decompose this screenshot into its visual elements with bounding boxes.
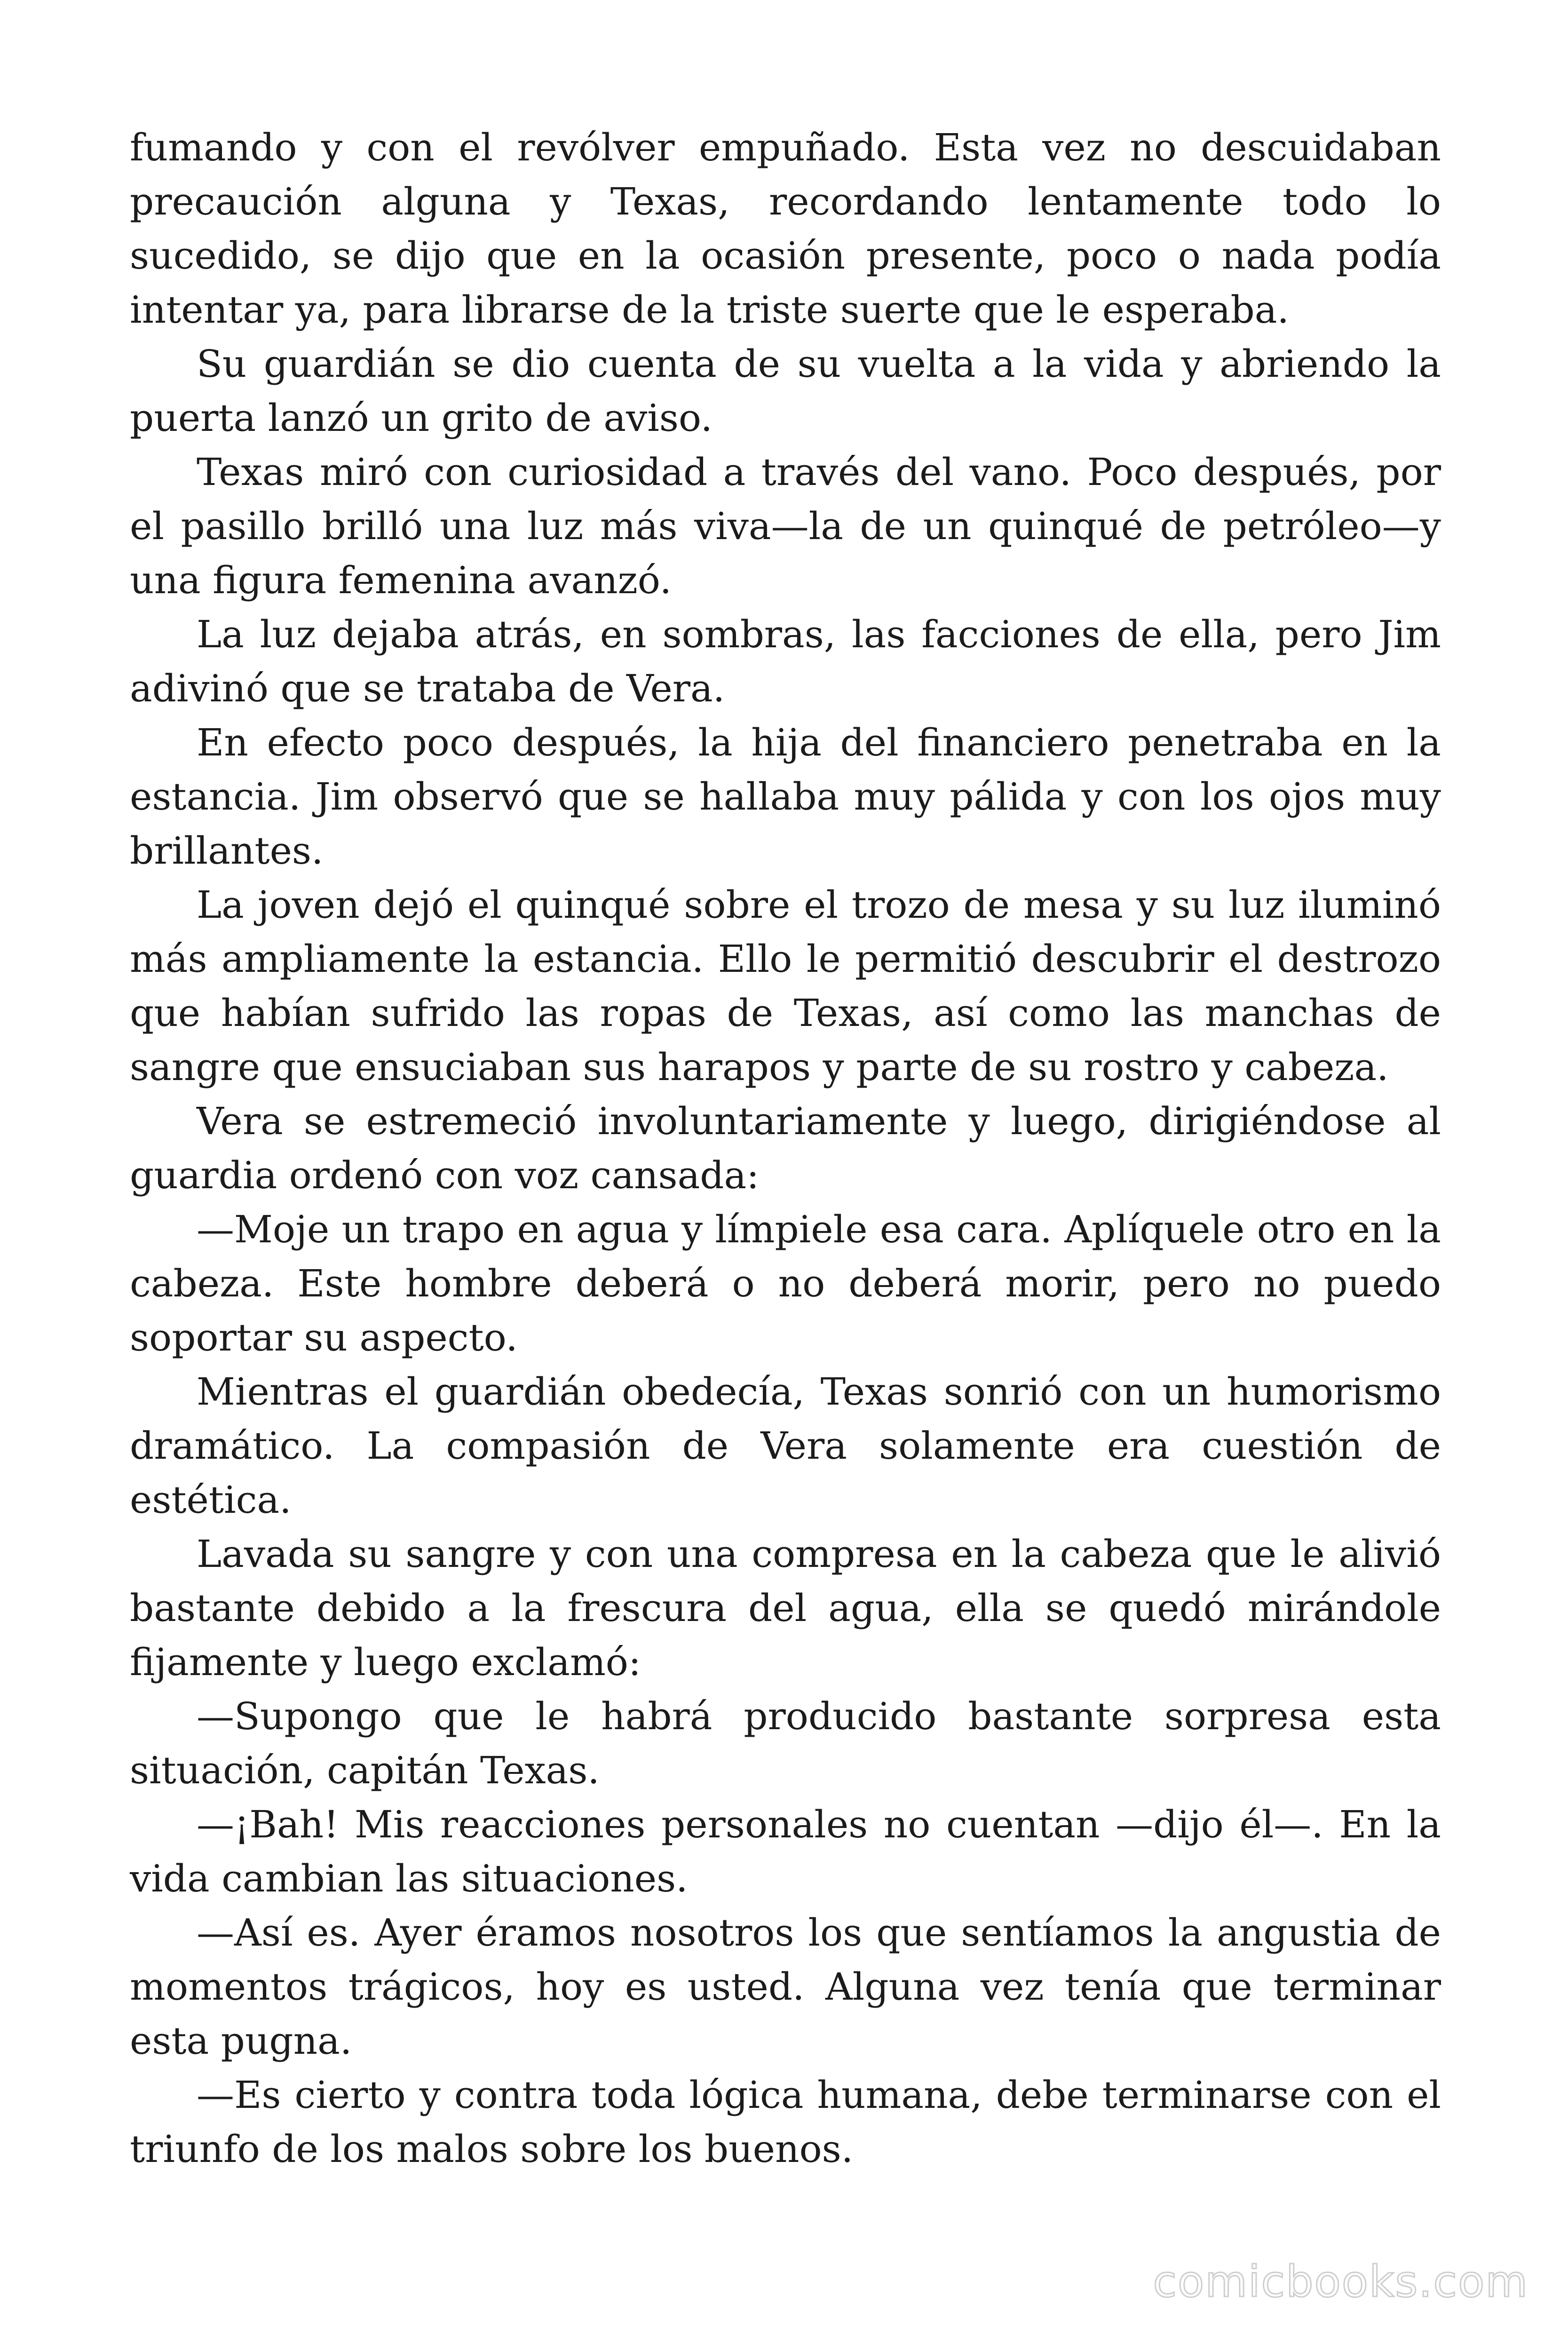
paragraph-2: Su guardián se dio cuenta de su vuelta a la vida y abriendo la puerta lanzó un grito de aviso. [130, 342, 1441, 440]
paragraph-4: La luz dejaba atrás, en sombras, las facciones de ella, pero Jim adivinó que se trataba de Vera. [130, 612, 1441, 710]
book-page [130, 120, 1441, 2176]
paragraph-6: La joven dejó el quinqué sobre el trozo de mesa y su luz iluminó más ampliamente la estancia. Ello le permitió descubrir el destrozo que habían sufrido las ropas de Texas, así como las manchas de sangre que ensuciaban sus harapos y parte de su rostro y cabeza. [130, 883, 1441, 1089]
paragraph-10: Lavada su sangre y con una compresa en la cabeza que le alivió bastante debido a la frescura del agua, ella se quedó mirándole fijamente y luego exclamó: [130, 1532, 1441, 1684]
paragraph-3: Texas miró con curiosidad a través del vano. Poco después, por el pasillo brilló una luz más viva—la de un quinqué de petróleo—y una figura femenina avanzó. [130, 450, 1441, 602]
paragraph-7: Vera se estremeció involuntariamente y luego, dirigiéndose al guardia ordenó con voz cansada: [130, 1099, 1441, 1197]
paragraph-1: fumando y con el revólver empuñado. Esta vez no descuidaban precaución alguna y Texas, recordando lentamente todo lo sucedido, se dijo que en la ocasión presente, poco o nada podía intentar ya, para librarse de la triste suerte que le esperaba. [130, 126, 1441, 332]
paragraph-13: —Así es. Ayer éramos nosotros los que sentíamos la angustia de momentos trágicos, hoy es usted. Alguna vez tenía que terminar esta pugna. [130, 1911, 1441, 2063]
paragraph-12: —¡Bah! Mis reacciones personales no cuentan —dijo él—. En la vida cambian las situaciones. [130, 1803, 1441, 1900]
paragraph-5: En efecto poco después, la hija del financiero penetraba en la estancia. Jim observó que se hallaba muy pálida y con los ojos muy brillantes. [130, 721, 1441, 873]
paragraph-8: —Moje un trapo en agua y límpiele esa cara. Aplíquele otro en la cabeza. Este hombre deberá o no deberá morir, pero no puedo soportar su aspecto. [130, 1208, 1441, 1359]
paragraph-9: Mientras el guardián obedecía, Texas sonrió con un humorismo dramático. La compasión de Vera solamente era cuestión de estética. [130, 1370, 1441, 1522]
paragraph-14: —Es cierto y contra toda lógica humana, debe terminarse con el triunfo de los malos sobre los buenos. [130, 2073, 1441, 2171]
paragraph-11: —Supongo que le habrá producido bastante sorpresa esta situación, capitán Texas. [130, 1694, 1441, 1792]
watermark-text: comicbooks.com [1153, 2257, 1528, 2307]
